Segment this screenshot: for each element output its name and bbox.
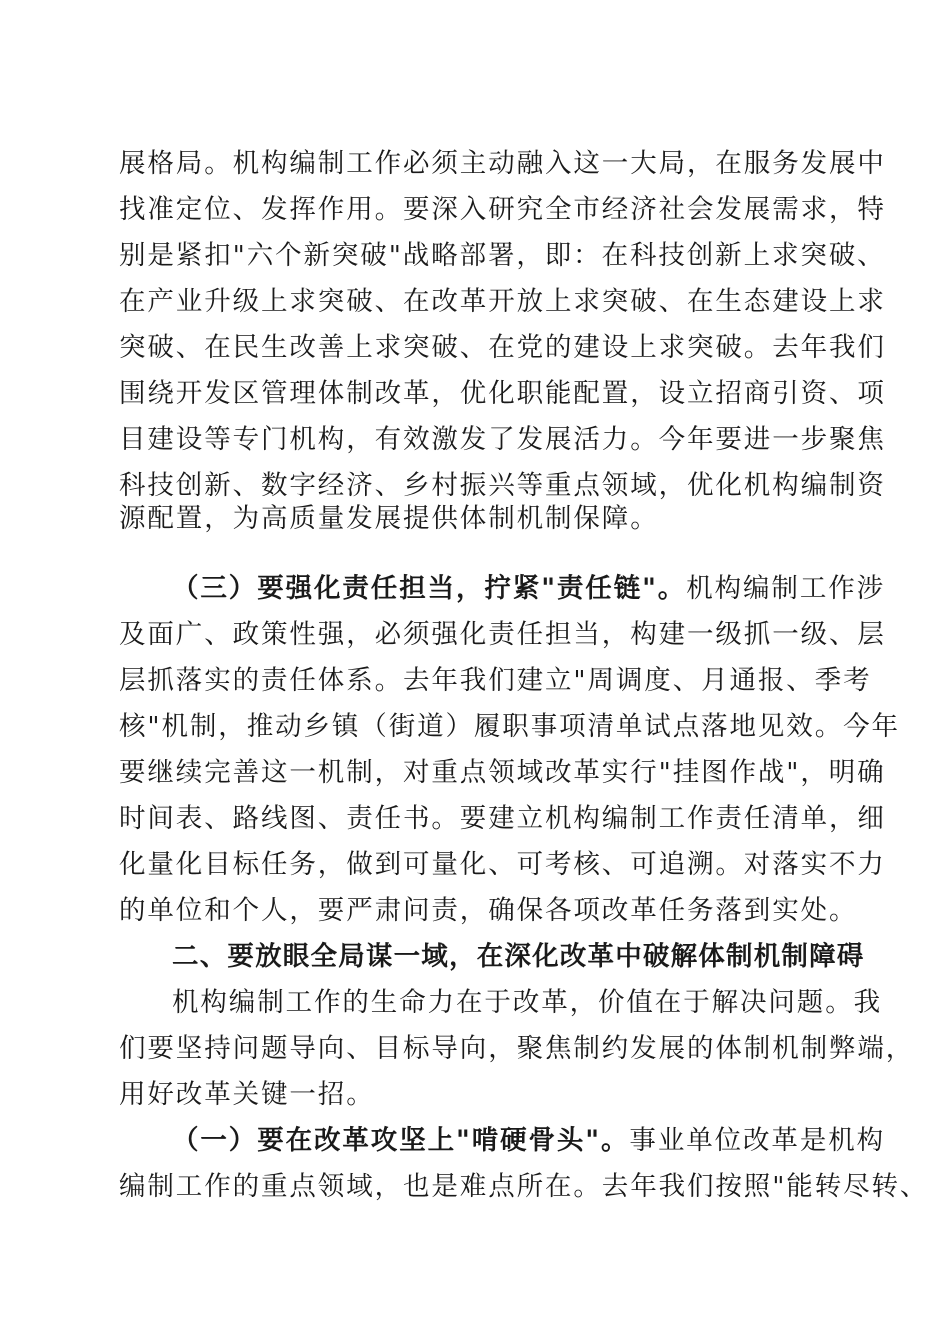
paragraph-line: 突破、在民生改善上求突破、在党的建设上求突破。去年我们 bbox=[119, 332, 886, 363]
paragraph-line: 展格局。机构编制工作必须主动融入这一大局，在服务发展中 bbox=[119, 148, 886, 179]
paragraph-line: 用好改革关键一招。 bbox=[119, 1079, 375, 1110]
section-heading: 二、要放眼全局谋一域，在深化改革中破解体制机制障碍 bbox=[172, 941, 865, 972]
paragraph-line: 们要坚持问题导向、目标导向，聚焦制约发展的体制机制弊端， bbox=[119, 1033, 915, 1064]
subheading-rest: 机构编制工作涉 bbox=[686, 573, 886, 604]
subheading-line bbox=[172, 1120, 885, 1162]
paragraph-line: 机构编制工作的生命力在于改革，价值在于解决问题。我 bbox=[172, 987, 882, 1018]
paragraph-line: 的单位和个人，要严肃问责，确保各项改革任务落到实处。 bbox=[119, 895, 858, 926]
paragraph-line: 在产业升级上求突破、在改革开放上求突破、在生态建设上求 bbox=[119, 286, 886, 317]
paragraph-line: 核"机制，推动乡镇（街道）履职事项清单试点落地见效。今年 bbox=[119, 711, 900, 742]
paragraph-line: 及面广、政策性强，必须强化责任担当，构建一级抓一级、层 bbox=[119, 619, 886, 650]
paragraph-line: 目建设等专门机构，有效激发了发展活力。今年要进一步聚焦 bbox=[119, 424, 886, 455]
paragraph-line: 围绕开发区管理体制改革，优化职能配置，设立招商引资、项 bbox=[119, 378, 886, 409]
paragraph-line: 要继续完善这一机制，对重点领域改革实行"挂图作战"，明确 bbox=[119, 757, 886, 788]
paragraph-line: 层抓落实的责任体系。去年我们建立"周调度、月通报、季考 bbox=[119, 665, 872, 696]
subheading-lead: （一）要在改革攻坚上"啃硬骨头"。 bbox=[172, 1125, 630, 1156]
paragraph-line: 时间表、路线图、责任书。要建立机构编制工作责任清单，细 bbox=[119, 803, 886, 834]
subheading-line bbox=[172, 568, 885, 610]
subheading-rest: 事业单位改革是机构 bbox=[629, 1125, 886, 1156]
subheading-lead: （三）要强化责任担当，拧紧"责任链"。 bbox=[172, 573, 687, 604]
paragraph-line: 化量化目标任务，做到可量化、可考核、可追溯。对落实不力 bbox=[119, 849, 886, 880]
paragraph-line: 编制工作的重点领域，也是难点所在。去年我们按照"能转尽转、 bbox=[119, 1171, 929, 1202]
paragraph-line: 找准定位、发挥作用。要深入研究全市经济社会发展需求，特 bbox=[119, 194, 886, 225]
paragraph-line: 科技创新、数字经济、乡村振兴等重点领域，优化机构编制资 bbox=[119, 470, 886, 501]
paragraph-line: 源配置，为高质量发展提供体制机制保障。 bbox=[119, 503, 659, 534]
paragraph-line: 别是紧扣"六个新突破"战略部署，即：在科技创新上求突破、 bbox=[119, 240, 886, 271]
